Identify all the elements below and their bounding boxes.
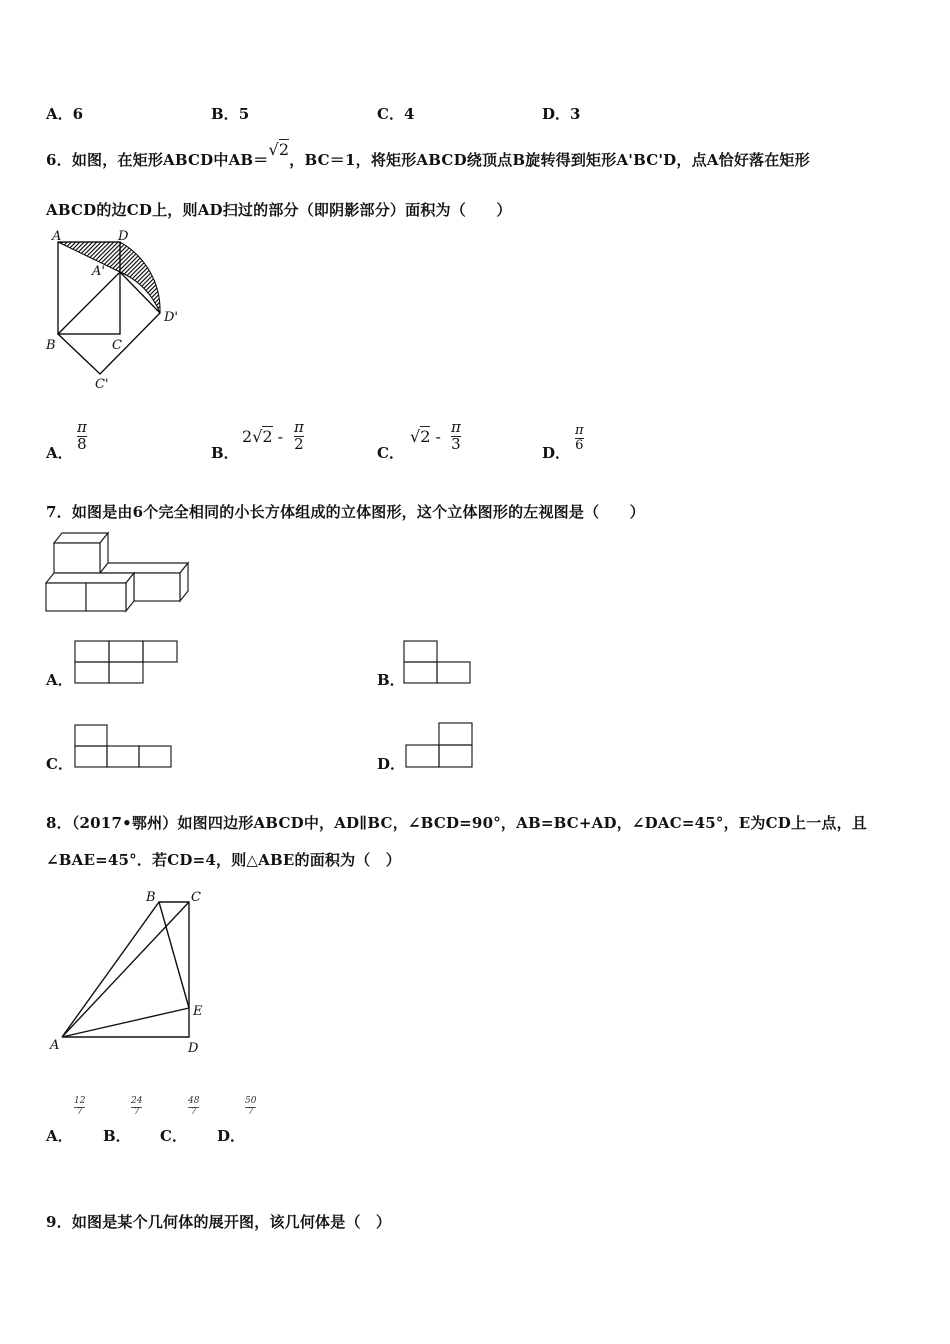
label-d: D [118, 229, 129, 244]
option-value: 6 [72, 105, 84, 123]
q6-option-a-letter[interactable]: A． [46, 444, 73, 462]
q8-option-d-fraction [245, 1097, 256, 1118]
q7-option-a-view [74, 640, 180, 686]
q5-option-b[interactable] [211, 103, 249, 124]
label-a-prime: A' [92, 264, 105, 279]
numerator: π [294, 418, 304, 436]
q6-option-b-letter[interactable]: B． [211, 444, 239, 462]
q7-option-d-view [405, 722, 477, 770]
sqrt-expression: √2 [268, 140, 290, 159]
option-value: 4 [403, 105, 415, 123]
q6-option-c-expression: √2 - [410, 427, 441, 446]
q6-option-a-fraction [77, 420, 87, 453]
denominator: 7 [247, 1106, 254, 1117]
denominator: 7 [76, 1106, 83, 1117]
q7-figure [46, 531, 196, 619]
shaded-region [58, 242, 160, 313]
q8-option-b-fraction [131, 1097, 142, 1118]
q7-option-b-letter[interactable]: B． [377, 671, 405, 689]
denominator: 2 [294, 434, 304, 453]
numerator: 48 [188, 1096, 200, 1106]
q8-option-c-fraction [188, 1097, 199, 1118]
q8-option-a-letter[interactable]: A． [46, 1127, 73, 1145]
minus-sign: - [272, 427, 284, 446]
label-b: B [146, 890, 156, 905]
q6-line2: ABCD的边CD上，则AD扫过的部分（即阴影部分）面积为（ ） [46, 201, 512, 219]
label-e: E [193, 1004, 203, 1019]
radicand: 2 [278, 140, 290, 159]
q6-figure [40, 226, 190, 391]
label-c-prime: C' [95, 377, 109, 392]
label-c: C [112, 338, 122, 353]
q6-text-part1: 6．如图，在矩形ABCD中AB＝ [46, 151, 269, 169]
denominator: 3 [451, 434, 461, 453]
q6-option-d-fraction [575, 424, 584, 452]
denominator: 7 [133, 1106, 140, 1117]
q8-line2: ∠BAE=45°．若CD=4，则△ABE的面积为（ ） [46, 851, 401, 869]
q8-option-d-letter[interactable]: D． [217, 1127, 246, 1145]
q6-text-part2: ，BC＝1，将矩形ABCD绕顶点B旋转得到矩形A'BC'D，点A恰好落在矩形 [289, 151, 810, 169]
q7-option-a-letter[interactable]: A． [46, 671, 73, 689]
q8-option-c-letter[interactable]: C． [160, 1127, 187, 1145]
q5-option-a[interactable] [46, 103, 83, 124]
q8-figure [46, 886, 216, 1058]
option-letter: B． [211, 105, 239, 123]
q5-option-c[interactable] [377, 103, 414, 124]
numerator: 24 [131, 1096, 143, 1106]
label-a: A [52, 229, 62, 244]
option-value: 3 [570, 105, 581, 123]
q7-option-c-letter[interactable]: C． [46, 755, 73, 773]
q6-line1 [46, 140, 810, 170]
option-value: 5 [238, 105, 250, 123]
q8-option-a-fraction [74, 1097, 85, 1118]
q6-option-d-letter[interactable]: D． [542, 444, 571, 462]
denominator: 6 [575, 437, 584, 453]
radicand: 2 [262, 427, 273, 446]
q6-option-b-expression: 2√2 - [242, 427, 284, 446]
q7-option-b-view [403, 640, 475, 686]
option-letter: C． [377, 105, 404, 123]
q7-option-c-view [74, 724, 176, 770]
label-c: C [191, 890, 201, 905]
numerator: 12 [74, 1096, 86, 1106]
denominator: 8 [77, 434, 87, 453]
radicand: 2 [420, 427, 431, 446]
numerator: π [451, 418, 461, 436]
label-b: B [46, 338, 56, 353]
q7-option-d-letter[interactable]: D． [377, 755, 406, 773]
option-letter: A． [46, 105, 73, 123]
coefficient: 2 [242, 427, 253, 446]
q6-option-b-fraction [294, 420, 304, 453]
q8-option-b-letter[interactable]: B． [103, 1127, 131, 1145]
label-d-prime: D' [164, 310, 178, 325]
q9-question: 9．如图是某个几何体的展开图，该几何体是（ ） [46, 1213, 392, 1231]
q7-question: 7．如图是由6个完全相同的小长方体组成的立体图形，这个立体图形的左视图是（ ） [46, 503, 645, 521]
option-letter: D． [542, 105, 571, 123]
numerator: π [575, 423, 584, 438]
label-d: D [188, 1041, 199, 1056]
q8-line1: 8．（2017•鄂州）如图四边形ABCD中，AD∥BC，∠BCD=90°，AB=BC+AD，∠DAC=45°，E为CD上一点，且 [46, 814, 867, 832]
q6-option-c-letter[interactable]: C． [377, 444, 404, 462]
minus-sign: - [430, 427, 441, 446]
denominator: 7 [190, 1106, 197, 1117]
numerator: π [77, 418, 87, 436]
label-a: A [50, 1038, 60, 1053]
q6-option-c-fraction [451, 420, 461, 453]
numerator: 50 [245, 1096, 257, 1106]
q5-option-d[interactable] [542, 103, 580, 124]
